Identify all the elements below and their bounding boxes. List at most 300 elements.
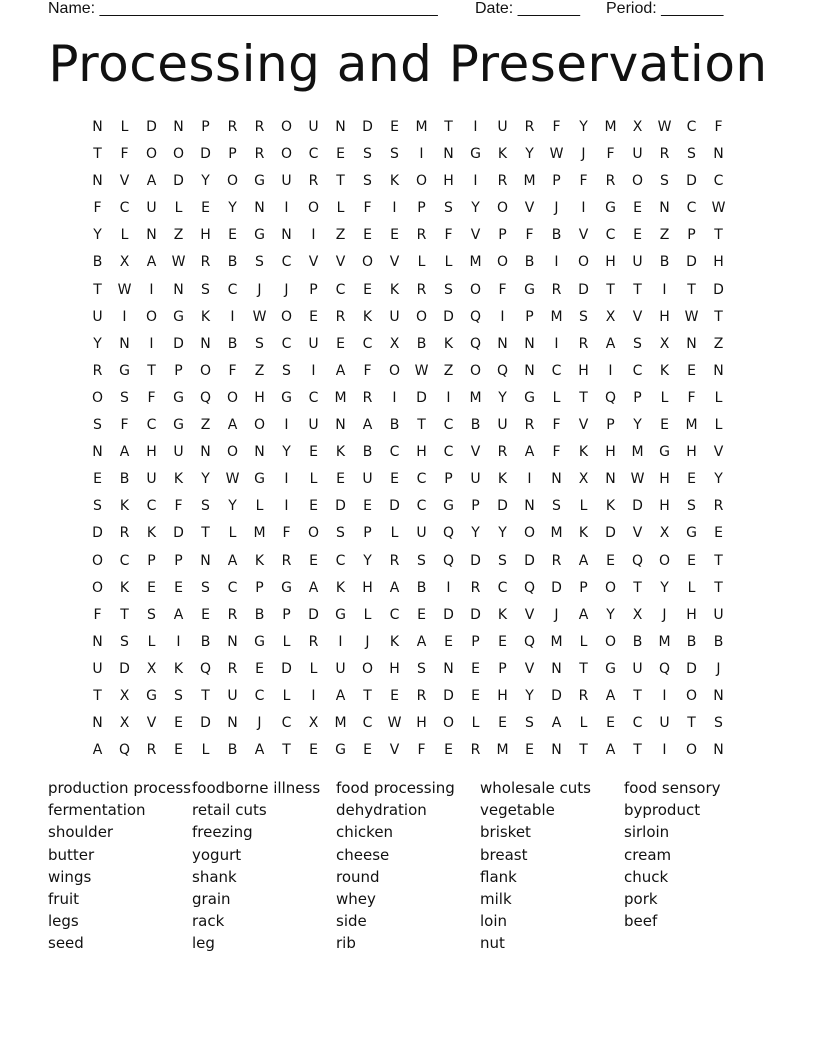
grid-letter: M [334,389,347,406]
grid-letter: N [92,173,103,190]
grid-letter: L [147,633,156,650]
grid-letter: R [92,362,103,379]
grid-letter: E [336,335,345,352]
grid-letter: B [254,606,265,623]
grid-letter: T [336,173,345,190]
grid-letter: C [551,362,562,379]
grid-letter: C [686,200,697,217]
grid-letter: E [363,281,372,298]
grid-letter: H [659,498,670,515]
word-bank [48,777,768,955]
grid-letter: D [335,498,346,515]
grid-letter: F [687,389,696,406]
grid-letter: Y [660,579,669,596]
grid-letter: R [335,308,346,325]
grid-letter: O [523,525,536,542]
grid-letter: I [122,308,127,325]
grid-letter: Z [335,227,346,244]
grid-letter: E [93,471,102,488]
grid-letter: Z [254,362,265,379]
word-bank-item: retail cuts [192,801,267,820]
grid-letter: E [363,227,372,244]
page-title: Processing and Preservation [48,35,768,93]
grid-letter: R [713,498,724,515]
grid-letter: O [361,254,374,271]
period-field: Period: _______ [606,0,724,17]
grid-letter: V [335,254,346,271]
grid-letter: E [498,715,507,732]
grid-letter: C [497,579,508,596]
grid-letter: K [578,444,589,461]
grid-letter: E [633,200,642,217]
grid-letter: O [145,146,158,163]
word-bank-item: chicken [336,823,394,842]
grid-letter: X [389,335,400,352]
grid-letter: R [416,227,427,244]
grid-letter: Y [525,146,534,163]
grid-letter: B [416,579,427,596]
grid-letter: U [659,715,670,732]
grid-letter: Q [631,552,644,569]
grid-letter: T [633,742,642,759]
grid-letter: I [311,227,316,244]
grid-letter: G [605,660,616,677]
grid-letter: S [660,173,669,190]
grid-letter: E [444,742,453,759]
grid-letter: M [253,525,266,542]
grid-letter: N [686,335,697,352]
grid-letter: I [284,200,289,217]
grid-letter: R [524,417,535,434]
grid-letter: S [282,362,291,379]
grid-letter: D [443,687,454,704]
grid-letter: L [228,525,237,542]
grid-letter: C [389,606,400,623]
grid-letter: R [254,119,265,135]
grid-letter: S [714,715,723,732]
grid-letter: O [658,552,671,569]
grid-letter: K [146,525,157,542]
grid-letter: O [226,173,239,190]
grid-letter: L [660,389,669,406]
grid-letter: J [581,146,586,163]
grid-letter: K [497,606,508,623]
word-bank-item: food sensory [624,779,721,797]
grid-letter: K [335,579,346,596]
grid-letter: I [554,254,559,271]
grid-letter: A [389,579,400,596]
grid-letter: H [254,389,265,406]
grid-letter: S [633,335,642,352]
grid-letter: F [120,417,129,434]
grid-letter: P [363,525,372,542]
grid-letter: N [200,552,211,569]
grid-letter: S [201,579,210,596]
grid-letter: F [120,146,129,163]
grid-letter: I [608,362,613,379]
grid-letter: A [524,444,535,461]
grid-letter: P [417,200,426,217]
grid-letter: E [471,660,480,677]
grid-letter: V [470,227,481,244]
grid-letter: A [605,742,616,759]
grid-letter: L [579,498,588,515]
grid-letter: S [93,498,102,515]
grid-letter: R [497,444,508,461]
grid-letter: H [659,471,670,488]
grid-letter: H [605,254,616,271]
grid-letter: C [119,552,130,569]
grid-letter: C [254,687,265,704]
grid-letter: T [579,389,588,406]
grid-letter: K [605,498,616,515]
grid-letter: N [659,200,670,217]
grid-letter: T [579,660,588,677]
grid-letter: E [390,227,399,244]
grid-letter: E [471,687,480,704]
word-bank-item: leg [192,934,215,953]
grid-letter: S [174,687,183,704]
grid-letter: N [713,742,724,759]
grid-letter: O [631,173,644,190]
grid-letter: K [389,633,400,650]
grid-letter: U [497,119,508,135]
grid-letter: R [362,389,373,406]
letter-grid [84,114,732,764]
grid-letter: Z [173,227,184,244]
grid-letter: W [711,200,726,217]
grid-letter: T [147,362,156,379]
grid-letter: H [686,606,697,623]
grid-letter: S [525,715,534,732]
grid-letter: E [255,660,264,677]
grid-letter: C [632,715,643,732]
grid-letter: Z [443,362,454,379]
word-bank-item: seed [48,934,84,953]
grid-letter: D [470,606,481,623]
grid-letter: N [713,146,724,163]
grid-letter: D [281,660,292,677]
grid-letter: L [120,227,129,244]
grid-letter: U [146,200,157,217]
grid-letter: A [362,417,373,434]
grid-letter: B [389,417,400,434]
grid-letter: B [659,254,670,271]
grid-letter: D [389,498,400,515]
grid-letter: R [470,742,481,759]
grid-letter: E [201,200,210,217]
grid-letter: E [147,579,156,596]
grid-letter: R [551,552,562,569]
grid-letter: C [281,335,292,352]
grid-letter: T [633,687,642,704]
word-bank-item: wholesale cuts [480,779,591,797]
grid-letter: D [551,579,562,596]
grid-letter: B [119,471,130,488]
grid-letter: Y [93,227,102,244]
grid-letter: W [414,362,429,379]
grid-letter: M [334,715,347,732]
grid-letter: I [662,742,667,759]
grid-letter: G [335,742,346,759]
grid-letter: C [362,335,373,352]
grid-letter: S [336,525,345,542]
grid-letter: D [524,552,535,569]
grid-letter: O [280,119,293,135]
grid-letter: T [201,687,210,704]
grid-letter: K [119,498,130,515]
grid-letter: E [660,417,669,434]
grid-letter: I [554,335,559,352]
grid-letter: B [632,633,643,650]
grid-letter: U [308,417,319,434]
grid-letter: A [605,687,616,704]
grid-letter: F [606,146,615,163]
grid-letter: O [577,254,590,271]
grid-letter: F [579,173,588,190]
grid-letter: A [551,715,562,732]
grid-letter: S [417,552,426,569]
grid-letter: F [498,281,507,298]
word-bank-item: fruit [48,889,80,908]
grid-letter: R [227,606,238,623]
grid-letter: S [687,146,696,163]
grid-letter: I [230,308,235,325]
grid-letter: M [550,525,563,542]
grid-letter: Q [523,633,536,650]
grid-letter: F [417,742,426,759]
grid-letter: I [473,173,478,190]
grid-letter: P [228,146,237,163]
grid-letter: S [147,606,156,623]
grid-letter: Y [498,389,507,406]
grid-letter: G [524,281,535,298]
grid-letter: O [226,444,239,461]
grid-letter: Q [199,660,212,677]
grid-letter: P [201,119,210,135]
grid-letter: Q [469,335,482,352]
grid-letter: C [362,715,373,732]
grid-letter: H [416,715,427,732]
grid-letter: N [173,281,184,298]
word-bank-item: nut [480,934,505,953]
grid-letter: F [363,200,372,217]
grid-letter: G [173,308,184,325]
grid-letter: R [146,742,157,759]
grid-letter: X [659,525,670,542]
grid-letter: G [605,200,616,217]
grid-letter: G [146,687,157,704]
grid-letter: D [200,146,211,163]
grid-letter: D [470,552,481,569]
grid-letter: S [552,498,561,515]
grid-letter: T [363,687,372,704]
grid-letter: R [227,660,238,677]
grid-letter: Y [228,498,237,515]
grid-letter: U [227,687,238,704]
grid-letter: P [633,389,642,406]
grid-letter: M [550,308,563,325]
grid-letter: B [227,335,238,352]
grid-letter: L [174,200,183,217]
grid-letter: Y [606,606,615,623]
grid-letter: D [443,606,454,623]
grid-letter: K [389,281,400,298]
grid-letter: N [254,444,265,461]
word-bank-item: beef [624,912,658,931]
grid-letter: O [199,362,212,379]
grid-letter: B [686,633,697,650]
grid-letter: R [551,281,562,298]
grid-letter: G [173,389,184,406]
word-bank-item: byproduct [624,801,701,820]
word-bank-item: yogurt [192,845,242,864]
grid-letter: R [119,525,130,542]
grid-letter: H [362,579,373,596]
word-bank-item: flank [480,867,517,886]
grid-letter: X [119,254,130,271]
grid-letter: D [497,498,508,515]
grid-letter: E [417,606,426,623]
grid-letter: N [227,715,238,732]
grid-letter: X [632,119,643,135]
grid-letter: U [173,444,184,461]
grid-letter: E [174,742,183,759]
grid-letter: T [633,579,642,596]
grid-letter: G [254,633,265,650]
grid-letter: H [389,660,400,677]
grid-letter: Y [201,471,210,488]
grid-letter: E [174,715,183,732]
grid-letter: H [686,444,697,461]
grid-letter: A [173,606,184,623]
grid-letter: R [227,119,238,135]
grid-letter: T [687,715,696,732]
grid-letter: P [471,498,480,515]
grid-letter: D [686,254,697,271]
grid-letter: M [631,444,644,461]
grid-letter: A [254,742,265,759]
grid-letter: S [417,660,426,677]
grid-letter: R [200,254,211,271]
grid-letter: T [714,552,723,569]
grid-letter: B [362,444,373,461]
grid-letter: O [388,362,401,379]
grid-letter: A [605,335,616,352]
grid-letter: W [657,119,672,135]
word-bank-item: loin [480,912,508,931]
word-bank-item: freezing [192,823,253,842]
grid-letter: O [91,389,104,406]
grid-letter: E [606,715,615,732]
grid-letter: C [335,552,346,569]
word-bank-item: production process [48,779,191,797]
grid-letter: L [714,417,723,434]
grid-letter: N [92,715,103,732]
grid-letter: T [714,579,723,596]
grid-letter: L [390,525,399,542]
grid-letter: L [363,606,372,623]
grid-letter: Q [496,362,509,379]
grid-letter: I [662,281,667,298]
grid-letter: O [280,308,293,325]
name-field: Name: ______________________________________ [48,0,438,17]
grid-letter: I [473,119,478,135]
grid-letter: R [308,633,319,650]
grid-letter: C [605,227,616,244]
grid-letter: Q [658,660,671,677]
grid-letter: E [336,471,345,488]
grid-letter: D [686,660,697,677]
grid-letter: T [201,525,210,542]
grid-letter: B [227,254,238,271]
grid-letter: G [281,389,292,406]
grid-letter: A [119,444,130,461]
grid-letter: J [662,606,667,623]
grid-letter: L [444,254,453,271]
grid-letter: E [498,633,507,650]
grid-letter: D [416,389,427,406]
grid-letter: R [578,687,589,704]
grid-letter: F [93,200,102,217]
grid-letter: A [578,606,589,623]
grid-letter: E [606,552,615,569]
grid-letter: Q [199,389,212,406]
word-bank-item: rack [192,912,225,931]
grid-letter: U [632,254,643,271]
grid-letter: P [687,227,696,244]
grid-letter: J [257,281,262,298]
grid-letter: R [524,119,535,135]
grid-letter: S [444,200,453,217]
grid-letter: Y [201,173,210,190]
grid-letter: S [390,146,399,163]
grid-letter: N [443,660,454,677]
grid-letter: G [173,417,184,434]
grid-letter: G [119,362,130,379]
grid-letter: Y [471,200,480,217]
grid-letter: S [255,254,264,271]
grid-letter: F [363,362,372,379]
grid-letter: D [551,687,562,704]
grid-letter: I [338,633,343,650]
grid-letter: P [498,227,507,244]
grid-letter: G [443,498,454,515]
grid-letter: W [684,308,699,325]
grid-letter: S [579,308,588,325]
grid-letter: E [390,119,399,135]
grid-letter: S [687,498,696,515]
grid-letter: R [254,146,265,163]
grid-letter: W [630,471,645,488]
grid-letter: V [578,227,589,244]
grid-letter: A [335,687,346,704]
grid-letter: N [335,417,346,434]
grid-letter: C [632,362,643,379]
grid-letter: P [525,308,534,325]
grid-letter: V [524,660,535,677]
word-bank-item: sirloin [624,823,670,842]
word-bank-item: chuck [624,867,669,886]
grid-letter: P [309,281,318,298]
grid-letter: P [444,471,453,488]
grid-letter: W [549,146,564,163]
grid-letter: N [92,119,103,135]
grid-letter: R [497,173,508,190]
grid-letter: P [255,579,264,596]
grid-letter: C [308,389,319,406]
grid-letter: S [444,281,453,298]
